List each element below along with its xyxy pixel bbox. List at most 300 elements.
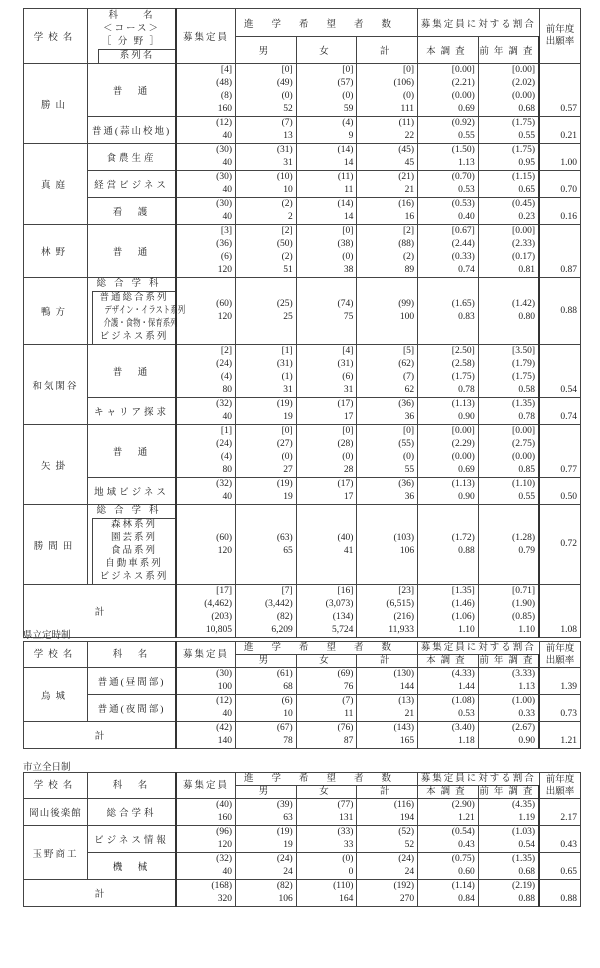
male-value: [0] xyxy=(281,65,293,75)
capacity-value: 120 xyxy=(217,840,232,850)
this-survey-value: 1.21 xyxy=(458,813,475,823)
prev-survey-value: (1.03) xyxy=(512,827,535,837)
total-value: 100 xyxy=(399,312,415,322)
prev-rate-value: 0.73 xyxy=(560,709,577,719)
prev-survey-cell xyxy=(478,826,539,853)
female-cell xyxy=(296,799,357,826)
prev-rate-cell xyxy=(539,278,581,345)
female-cell xyxy=(296,117,357,144)
total-value: (6,515) xyxy=(386,599,415,609)
this-survey-value: 0.83 xyxy=(458,312,475,322)
female-value: 11 xyxy=(344,709,354,719)
total-value: 21 xyxy=(404,709,415,719)
prev-survey-value: 0.68 xyxy=(518,867,535,877)
school-name: 鴨方 xyxy=(24,278,88,345)
school-name: 勝間田 xyxy=(24,505,88,585)
male-value: 52 xyxy=(283,104,293,114)
total-value: [0] xyxy=(402,426,415,436)
male-value: 24 xyxy=(283,867,293,877)
capacity-value: (32) xyxy=(216,399,232,409)
total-cell xyxy=(357,64,418,117)
prev-survey-value: [0.71] xyxy=(512,586,535,596)
prev-survey-value: 0.33 xyxy=(518,709,535,719)
prev-rate-value: 1.21 xyxy=(560,736,577,746)
this-survey-value: (0.33) xyxy=(451,252,475,262)
series-row xyxy=(93,318,178,331)
total-cell xyxy=(357,345,418,398)
this-survey-cell xyxy=(418,695,479,722)
this-survey-value: (1.06) xyxy=(451,612,475,622)
prev-rate-value: 0.50 xyxy=(560,492,577,502)
male-value: 63 xyxy=(283,813,293,823)
prev-survey-value: (1.28) xyxy=(512,532,535,543)
this-survey-value: 0.60 xyxy=(458,867,475,877)
prev-rate-cell xyxy=(539,64,581,117)
header-row xyxy=(24,642,581,655)
female-value: (33) xyxy=(337,827,354,837)
survey-table-1 xyxy=(23,641,581,749)
female-value: 17 xyxy=(343,492,354,502)
this-survey-cell xyxy=(418,171,479,198)
section-label: 県立定時制 xyxy=(23,631,71,641)
capacity-cell xyxy=(176,144,236,171)
this-survey-cell xyxy=(418,505,479,585)
series-list xyxy=(92,518,175,584)
prev-survey-value: (1.35) xyxy=(512,399,535,409)
male-value: (39) xyxy=(276,800,293,810)
prev-rate-value: 0.77 xyxy=(560,465,577,475)
female-value: 28 xyxy=(343,465,354,475)
prev-survey-value: 0.81 xyxy=(518,265,535,275)
total-value: 165 xyxy=(399,736,415,746)
male-cell xyxy=(236,144,297,171)
capacity-value: 40 xyxy=(222,709,232,719)
total-value: 11,933 xyxy=(388,625,415,635)
series-row xyxy=(93,331,175,344)
capacity-value: (12) xyxy=(216,696,232,706)
this-survey-value: 1.13 xyxy=(458,158,475,168)
capacity-value: 40 xyxy=(222,185,232,195)
table-body xyxy=(24,64,581,638)
male-value: 6,209 xyxy=(271,625,293,635)
header-prev-rate: 前年度出願率 xyxy=(539,642,581,668)
this-survey-cell xyxy=(418,225,479,278)
total-value: 62 xyxy=(404,385,415,395)
this-survey-value: (1.72) xyxy=(451,532,475,543)
female-value: 76 xyxy=(343,682,354,692)
series-row xyxy=(93,532,175,545)
course-name: 普通(蒜山校地) xyxy=(88,117,177,144)
prev-survey-cell xyxy=(478,225,539,278)
prev-rate-cell xyxy=(539,505,581,585)
female-cell xyxy=(296,880,357,907)
male-value: 19 xyxy=(283,492,293,502)
male-value: 25 xyxy=(283,312,293,322)
header-male: 男 xyxy=(236,37,297,64)
table-body xyxy=(24,799,581,907)
header-total: 計 xyxy=(357,786,418,799)
total-value: (11) xyxy=(398,118,415,128)
series-name: 介護・食物・保育系列 xyxy=(103,319,178,329)
course-name: ビジネス情報 xyxy=(88,826,177,853)
total-cell xyxy=(357,853,418,880)
prev-survey-cell xyxy=(478,198,539,225)
prev-survey-value: 0.58 xyxy=(518,385,535,395)
capacity-cell xyxy=(176,505,236,585)
this-survey-value: (0.75) xyxy=(451,854,475,864)
this-survey-value: (1.14) xyxy=(451,881,475,891)
total-value: (52) xyxy=(398,827,415,837)
female-value: 33 xyxy=(343,840,354,850)
prev-rate-cell xyxy=(539,225,581,278)
total-value: (7) xyxy=(402,372,415,382)
capacity-value: (12) xyxy=(216,118,232,128)
series-name: 普通総合系列 xyxy=(99,293,169,303)
prev-survey-value: 1.10 xyxy=(518,625,535,635)
school-name: 勝山 xyxy=(24,64,88,144)
total-cell xyxy=(357,668,418,695)
male-cell xyxy=(236,853,297,880)
total-value: (62) xyxy=(398,359,415,369)
female-cell xyxy=(296,198,357,225)
prev-survey-cell xyxy=(478,505,539,585)
this-survey-value: [0.00] xyxy=(451,65,475,75)
male-value: 19 xyxy=(283,840,293,850)
prev-rate-cell xyxy=(539,345,581,398)
prev-survey-value: 0.79 xyxy=(518,545,535,556)
series-name: ビジネス系列 xyxy=(99,572,169,582)
table-row xyxy=(24,826,581,853)
male-value: (82) xyxy=(276,612,293,622)
total-value: 55 xyxy=(404,465,415,475)
prev-survey-value: (2.19) xyxy=(512,881,535,891)
female-cell xyxy=(296,478,357,505)
prev-rate-cell xyxy=(539,171,581,198)
female-value: 164 xyxy=(339,894,354,904)
total-value: (103) xyxy=(393,532,415,543)
capacity-value: (8) xyxy=(220,91,232,101)
female-value: 5,724 xyxy=(332,625,354,635)
total-value: [0] xyxy=(402,65,415,75)
female-value: (40) xyxy=(337,532,354,543)
capacity-value: (32) xyxy=(216,854,232,864)
this-survey-cell xyxy=(418,668,479,695)
prev-survey-cell xyxy=(478,171,539,198)
capacity-value: 40 xyxy=(222,158,232,168)
female-value: 11 xyxy=(344,185,354,195)
table-row xyxy=(24,799,581,826)
capacity-cell xyxy=(176,695,236,722)
header-this-survey: 本調査 xyxy=(418,655,479,668)
header-course: 科 名 xyxy=(88,642,177,668)
prev-survey-value: (1.00) xyxy=(512,696,535,706)
capacity-value: 160 xyxy=(217,104,232,114)
this-survey-value: [0.00] xyxy=(451,426,475,436)
series-name: 食品系列 xyxy=(110,546,157,556)
female-value: 38 xyxy=(343,265,354,275)
prev-survey-cell xyxy=(478,695,539,722)
series-row xyxy=(93,545,175,558)
male-cell xyxy=(236,225,297,278)
male-value: (2) xyxy=(281,252,293,262)
this-survey-value: 0.53 xyxy=(458,185,475,195)
capacity-value: 80 xyxy=(222,385,232,395)
header-male: 男 xyxy=(236,655,297,668)
male-value: (25) xyxy=(276,299,293,309)
capacity-value: 40 xyxy=(222,412,232,422)
female-value: (17) xyxy=(337,399,354,409)
table-row xyxy=(24,398,581,425)
prev-survey-value: 0.55 xyxy=(518,492,535,502)
this-survey-cell xyxy=(418,853,479,880)
this-survey-cell xyxy=(418,799,479,826)
capacity-cell xyxy=(176,425,236,478)
this-survey-cell xyxy=(418,345,479,398)
prev-survey-value: (0.00) xyxy=(512,91,535,101)
male-value: [0] xyxy=(281,426,293,436)
capacity-value: (30) xyxy=(216,199,232,209)
table-row xyxy=(24,668,581,695)
total-cell xyxy=(357,505,418,585)
capacity-value: (203) xyxy=(211,612,232,622)
capacity-value: (60) xyxy=(216,532,232,543)
capacity-value: 120 xyxy=(217,545,232,556)
total-value: (216) xyxy=(393,612,415,622)
female-value: (74) xyxy=(337,299,354,309)
this-survey-value: 0.69 xyxy=(458,104,475,114)
total-value: 16 xyxy=(404,212,415,222)
female-value: 75 xyxy=(343,312,354,322)
capacity-cell xyxy=(176,171,236,198)
header-capacity: 募集定員 xyxy=(176,9,236,64)
survey-table-2 xyxy=(23,772,581,907)
male-value: 68 xyxy=(283,682,293,692)
course-label: 総合学科 xyxy=(96,279,167,289)
female-value: 59 xyxy=(343,104,354,114)
prev-rate-value: 0.54 xyxy=(560,385,577,395)
male-cell xyxy=(236,722,297,749)
capacity-cell xyxy=(176,225,236,278)
female-cell xyxy=(296,225,357,278)
male-value: 13 xyxy=(283,131,293,141)
course-label: 総合学科 xyxy=(96,506,167,516)
prev-survey-value: (2.67) xyxy=(512,723,535,733)
table-row xyxy=(24,695,581,722)
table-row xyxy=(24,225,581,278)
course-name: 経営ビジネス xyxy=(88,171,177,198)
this-survey-cell xyxy=(418,722,479,749)
this-survey-value: (1.75) xyxy=(451,372,475,382)
male-value: 31 xyxy=(283,385,293,395)
male-cell xyxy=(236,398,297,425)
prev-survey-value: (1.75) xyxy=(512,372,535,382)
this-survey-value: (1.13) xyxy=(451,479,475,489)
prev-rate-value: 1.08 xyxy=(560,625,577,635)
this-survey-cell xyxy=(418,425,479,478)
prev-survey-cell xyxy=(478,668,539,695)
prev-survey-value: 1.13 xyxy=(518,682,535,692)
total-label: 計 xyxy=(24,722,177,749)
this-survey-value: 0.90 xyxy=(458,412,475,422)
capacity-value: (4) xyxy=(220,452,232,462)
total-label: 計 xyxy=(24,880,177,907)
male-value: 106 xyxy=(278,894,293,904)
table-row xyxy=(24,505,581,585)
course-name: 看 護 xyxy=(88,198,177,225)
header-school: 学校名 xyxy=(24,9,88,64)
male-value: (3,442) xyxy=(264,599,293,609)
header-ratio: 募集定員に対する割合 xyxy=(418,773,539,786)
male-value: (24) xyxy=(276,854,293,864)
female-value: [0] xyxy=(342,226,354,236)
total-value: (24) xyxy=(398,854,415,864)
total-label: 計 xyxy=(24,585,177,638)
prev-rate-cell xyxy=(539,144,581,171)
this-survey-cell xyxy=(418,398,479,425)
capacity-value: (4) xyxy=(220,372,232,382)
table-header xyxy=(24,9,581,64)
male-value: (10) xyxy=(276,172,293,182)
capacity-value: 40 xyxy=(222,131,232,141)
prev-rate-value: 2.17 xyxy=(560,813,577,823)
course-name: 食農生産 xyxy=(88,144,177,171)
female-value: (69) xyxy=(337,669,354,679)
male-cell xyxy=(236,668,297,695)
female-value: (14) xyxy=(337,145,354,155)
section-label: 市立全日制 xyxy=(23,763,71,773)
course-name: 普 通 xyxy=(88,345,177,398)
total-value: (106) xyxy=(393,78,415,88)
prev-rate-cell xyxy=(539,853,581,880)
this-survey-value: 0.53 xyxy=(458,709,475,719)
this-survey-value: (2.58) xyxy=(451,359,475,369)
male-value: (2) xyxy=(281,199,293,209)
capacity-cell xyxy=(176,198,236,225)
prev-rate-cell xyxy=(539,695,581,722)
table-row xyxy=(24,425,581,478)
table-row xyxy=(24,64,581,117)
total-cell xyxy=(357,722,418,749)
male-value: (63) xyxy=(276,532,293,543)
total-value: (99) xyxy=(398,299,415,309)
total-row xyxy=(24,585,581,638)
total-value: 36 xyxy=(404,412,415,422)
capacity-value: 160 xyxy=(217,813,232,823)
header-this-survey: 本調査 xyxy=(418,37,479,64)
male-value: 31 xyxy=(283,158,293,168)
header-female: 女 xyxy=(296,786,357,799)
this-survey-value: (0.70) xyxy=(451,172,475,182)
this-survey-value: [1.35] xyxy=(451,586,475,596)
this-survey-value: (3.40) xyxy=(451,723,475,733)
female-value: [4] xyxy=(342,346,354,356)
prev-rate-value: 0.87 xyxy=(560,265,577,275)
female-cell xyxy=(296,425,357,478)
female-value: 41 xyxy=(343,545,354,556)
total-cell xyxy=(357,826,418,853)
female-cell xyxy=(296,722,357,749)
this-survey-value: (0.00) xyxy=(451,452,475,462)
male-cell xyxy=(236,278,297,345)
table-row xyxy=(24,278,581,345)
school-name: 林野 xyxy=(24,225,88,278)
female-value: (6) xyxy=(342,372,354,382)
survey-table-0 xyxy=(23,8,581,638)
prev-rate-cell xyxy=(539,425,581,478)
capacity-value: (6) xyxy=(220,252,232,262)
male-value: [2] xyxy=(281,226,293,236)
capacity-value: (96) xyxy=(216,827,232,837)
male-value: (50) xyxy=(276,239,293,249)
prev-rate-value: 1.39 xyxy=(560,682,577,692)
course-name: 普 通 xyxy=(88,225,177,278)
capacity-value: 40 xyxy=(222,212,232,222)
header-row xyxy=(24,773,581,786)
header-prev-survey: 前年調査 xyxy=(478,37,539,64)
female-value: (31) xyxy=(337,359,354,369)
prev-rate-value: 0.88 xyxy=(560,894,577,904)
female-value: (7) xyxy=(342,696,354,706)
total-value: 24 xyxy=(404,867,415,877)
capacity-value: 320 xyxy=(217,894,232,904)
table-row xyxy=(24,171,581,198)
course-name: 機 械 xyxy=(88,853,177,880)
course-name: 普通(夜間部) xyxy=(88,695,177,722)
this-survey-value: 0.43 xyxy=(458,840,475,850)
table-row xyxy=(24,345,581,398)
female-value: (4) xyxy=(342,118,354,128)
this-survey-value: [0.67] xyxy=(451,226,475,236)
male-cell xyxy=(236,425,297,478)
prev-survey-value: 0.80 xyxy=(518,312,535,322)
total-value: 45 xyxy=(404,158,415,168)
capacity-cell xyxy=(176,853,236,880)
male-cell xyxy=(236,799,297,826)
series-name: デザイン・イラスト系列 xyxy=(104,306,186,316)
prev-survey-value: 0.78 xyxy=(518,412,535,422)
school-name: 烏城 xyxy=(24,668,88,722)
prev-survey-cell xyxy=(478,345,539,398)
male-value: 19 xyxy=(283,412,293,422)
prev-survey-value: (4.35) xyxy=(512,800,535,810)
total-value: 21 xyxy=(404,185,415,195)
this-survey-value: (1.50) xyxy=(451,145,475,155)
header-ratio: 募集定員に対する割合 xyxy=(418,9,539,37)
total-value: 22 xyxy=(404,131,415,141)
header-prev-rate: 前年度出願率 xyxy=(539,773,581,799)
male-cell xyxy=(236,585,297,638)
male-value: (19) xyxy=(276,479,293,489)
prev-rate-value: 0.21 xyxy=(560,131,577,141)
prev-rate-value: 0.88 xyxy=(560,305,577,316)
female-value: (0) xyxy=(342,252,354,262)
prev-survey-value: (2.33) xyxy=(512,239,535,249)
prev-survey-cell xyxy=(478,799,539,826)
male-value: 78 xyxy=(283,736,293,746)
prev-rate-value: 0.43 xyxy=(560,840,577,850)
header-prev-rate: 前年度出願率 xyxy=(539,9,581,64)
male-value: 10 xyxy=(283,185,293,195)
prev-rate-cell xyxy=(539,880,581,907)
male-value: 10 xyxy=(283,709,293,719)
capacity-value: [1] xyxy=(220,426,232,436)
prev-survey-value: 0.90 xyxy=(518,736,535,746)
female-value: (110) xyxy=(333,881,354,891)
header-applicants: 進学希望者数 xyxy=(236,773,418,786)
capacity-cell xyxy=(176,398,236,425)
male-value: 51 xyxy=(283,265,293,275)
female-value: (77) xyxy=(337,800,354,810)
